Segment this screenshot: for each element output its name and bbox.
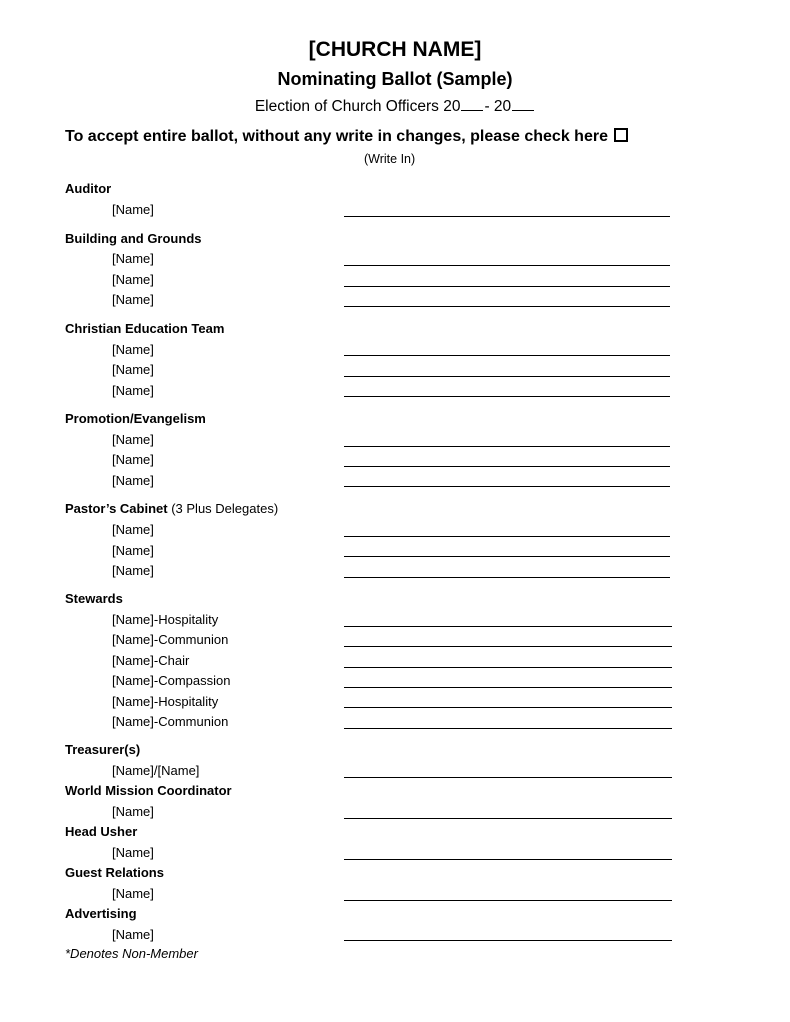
election-middle: - 20 [484, 98, 512, 115]
world-mission-write-in-1[interactable] [344, 818, 672, 819]
cabinet-write-in-3[interactable] [344, 577, 670, 578]
stewards-write-in-3[interactable] [344, 667, 672, 668]
stewards-write-in-6[interactable] [344, 728, 672, 729]
stewards-name-3: [Name]-Chair [112, 653, 190, 668]
buildings-write-in-2[interactable] [344, 286, 670, 287]
treasurer-name-1: [Name]/[Name] [112, 763, 200, 778]
stewards-name-2: [Name]-Communion [112, 632, 229, 647]
footnote: *Denotes Non-Member [65, 946, 198, 961]
christian-ed-write-in-3[interactable] [344, 396, 670, 397]
write-in-header: (Write In) [364, 152, 416, 166]
head-usher-name-1: [Name] [112, 845, 154, 860]
buildings-name-1: [Name] [112, 251, 154, 266]
christian-ed-name-1: [Name] [112, 342, 154, 357]
election-prefix: Election of Church Officers 20 [254, 98, 461, 115]
section-cabinet-title [65, 501, 278, 516]
guest-relations-write-in-1[interactable] [344, 900, 672, 901]
christian-ed-name-2: [Name] [112, 362, 154, 377]
stewards-name-1: [Name]-Hospitality [112, 612, 219, 627]
auditor-write-in-1[interactable] [344, 216, 670, 217]
cabinet-note: (3 Plus Delegates) [171, 501, 279, 516]
cabinet-title-text: Pastor’s Cabinet [65, 501, 168, 516]
stewards-name-4: [Name]-Compassion [112, 673, 231, 688]
promotion-write-in-2[interactable] [344, 466, 670, 467]
stewards-write-in-2[interactable] [344, 646, 672, 647]
world-mission-name-1: [Name] [112, 804, 154, 819]
guest-relations-name-1: [Name] [112, 886, 154, 901]
auditor-name-1: [Name] [112, 202, 154, 217]
advertising-name-1: [Name] [112, 927, 154, 942]
section-treasurer-title: Treasurer(s) [65, 742, 141, 757]
section-guest-relations-title: Guest Relations [65, 865, 164, 880]
promotion-name-2: [Name] [112, 452, 154, 467]
stewards-name-5: [Name]-Hospitality [112, 694, 219, 709]
accept-ballot-row [65, 128, 628, 146]
year-blank-start[interactable] [461, 96, 483, 111]
ballot-title: Nominating Ballot (Sample) [277, 69, 513, 89]
section-stewards-title: Stewards [65, 591, 123, 606]
christian-ed-write-in-1[interactable] [344, 355, 670, 356]
section-promotion-title: Promotion/Evangelism [65, 411, 206, 426]
section-world-mission-title: World Mission Coordinator [65, 783, 232, 798]
cabinet-name-3: [Name] [112, 563, 154, 578]
year-blank-end[interactable] [512, 96, 534, 111]
section-christian-ed-title: Christian Education Team [65, 321, 225, 336]
cabinet-name-1: [Name] [112, 522, 154, 537]
section-head-usher-title: Head Usher [65, 824, 138, 839]
section-buildings-title: Building and Grounds [65, 231, 202, 246]
buildings-write-in-3[interactable] [344, 306, 670, 307]
cabinet-write-in-2[interactable] [344, 556, 670, 557]
promotion-name-1: [Name] [112, 432, 154, 447]
section-auditor-title: Auditor [65, 181, 112, 196]
section-advertising-title: Advertising [65, 906, 137, 921]
stewards-write-in-4[interactable] [344, 687, 672, 688]
promotion-write-in-1[interactable] [344, 446, 670, 447]
christian-ed-name-3: [Name] [112, 383, 154, 398]
stewards-write-in-5[interactable] [344, 707, 672, 708]
election-line [0, 96, 790, 116]
church-name: [CHURCH NAME] [308, 38, 482, 61]
treasurer-write-in-1[interactable] [344, 777, 672, 778]
advertising-write-in-1[interactable] [344, 940, 672, 941]
accept-ballot-label: To accept entire ballot, without any write in changes, please check here [65, 128, 608, 145]
promotion-name-3: [Name] [112, 473, 154, 488]
christian-ed-write-in-2[interactable] [344, 376, 670, 377]
buildings-name-3: [Name] [112, 292, 154, 307]
head-usher-write-in-1[interactable] [344, 859, 672, 860]
accept-ballot-checkbox[interactable] [614, 128, 628, 142]
buildings-write-in-1[interactable] [344, 265, 670, 266]
cabinet-write-in-1[interactable] [344, 536, 670, 537]
stewards-name-6: [Name]-Communion [112, 714, 229, 729]
promotion-write-in-3[interactable] [344, 486, 670, 487]
stewards-write-in-1[interactable] [344, 626, 672, 627]
cabinet-name-2: [Name] [112, 543, 154, 558]
buildings-name-2: [Name] [112, 272, 154, 287]
